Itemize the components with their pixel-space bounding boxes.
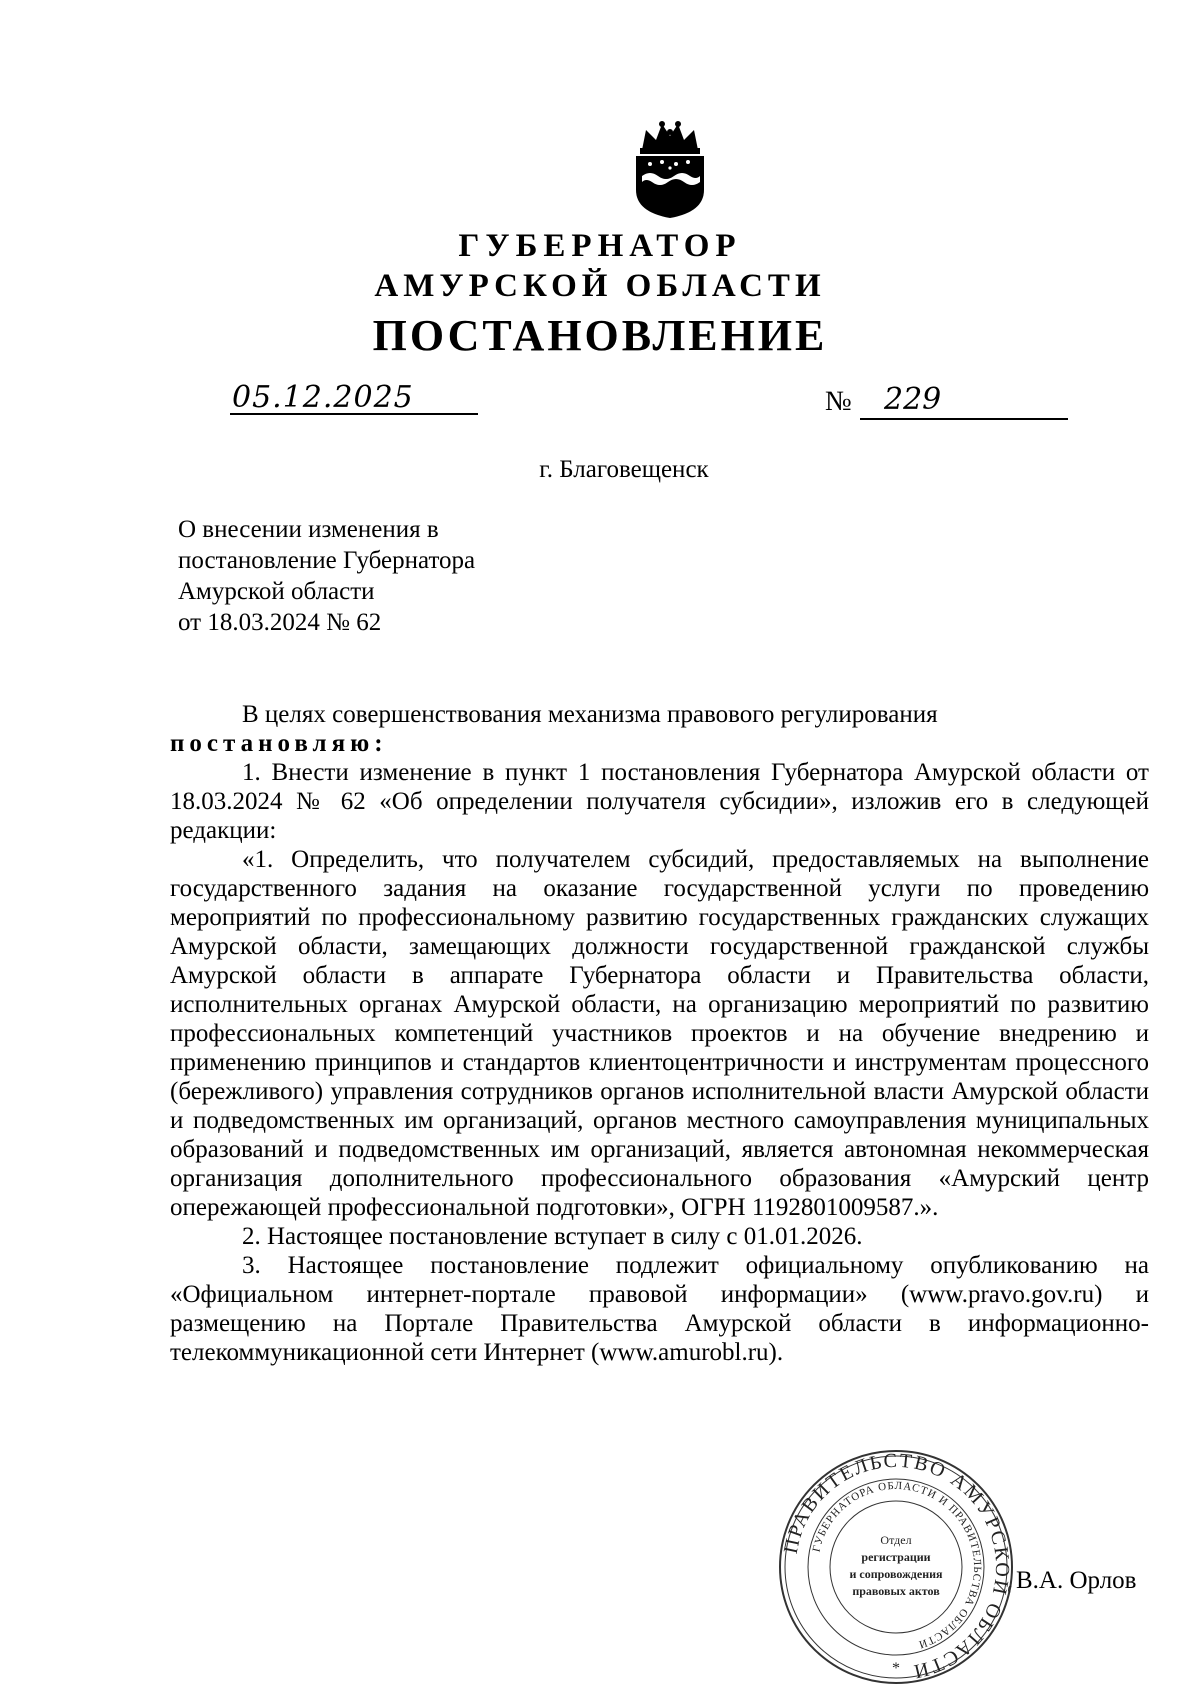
subject-line: постановление Губернатора [178, 547, 476, 574]
stamp-center-line: и сопровождения [849, 1567, 943, 1581]
signatory-name: В.А. Орлов [1016, 1567, 1137, 1594]
coat-of-arms-icon [628, 120, 712, 220]
stamp-outer-text: ПРАВИТЕЛЬСТВО АМУРСКОЙ ОБЛАСТИ [779, 1449, 1014, 1683]
document-body [170, 700, 1149, 1367]
item-2-paragraph: 2. Настоящее постановление вступает в силу с 01.01.2026. [242, 1223, 863, 1250]
document-subject [178, 514, 475, 638]
subject-line: О внесении изменения в [178, 516, 439, 543]
decree-word-paragraph [170, 729, 1149, 758]
stamp-center-line: регистрации [861, 1550, 931, 1564]
document-type: ПОСТАНОВЛЕНИЕ [372, 311, 828, 360]
subject-line: от 18.03.2024 № 62 [178, 609, 382, 636]
number-sign: № [825, 386, 852, 417]
item-3-paragraph: 3. Настоящее постановление подлежит официальному опубликованию на «Официальном интернет-портале правовой информации» (www.pravo.gov.ru) и размещению на Портале Правительства Амурской области в информационно-телекоммуникационной сети Интернет (www.amurobl.ru). [170, 1252, 1149, 1366]
subject-line: Амурской области [178, 578, 375, 605]
item-1-quote-paragraph: «1. Определить, что получателем субсидий, предоставляемых на выполнение государственного задания на оказание государственной услуги по проведению мероприятий по профессиональному развитию государственных гражданских служащих Амурской области, замещающих должности государственной гражданской службы Амурской области в аппарате Губернатора области и Правительства области, исполнительных органах Амурской области, на организацию мероприятий по развитию профессиональных компетенций участников проектов и на обучение внедрению и применению принципов и стандартов клиентоцентричности и инструментам процессного (бережливого) управления сотрудников органов исполнительной власти Амурской области и подведомственных им организаций, органов местного самоуправления муниципальных образований и подведомственных им организаций, является автономная некоммерческая организация дополнительного профессионального образования «Амурский центр опережающей профессиональной подготовки», ОГРН 1192801009587.». [170, 846, 1149, 1221]
city: г. Благовещенск [539, 456, 709, 483]
authority-region: АМУРСКОЙ ОБЛАСТИ [374, 268, 826, 304]
date-underline [230, 413, 478, 415]
decree-word: постановляю: [170, 730, 388, 757]
stamp-center-line: правовых актов [852, 1584, 940, 1598]
authority-title: ГУБЕРНАТОР [458, 228, 742, 264]
intro-paragraph: В целях совершенствования механизма правового регулирования [242, 701, 938, 728]
document-date: 05.12.2025 [232, 380, 414, 415]
item-1-paragraph: 1. Внести изменение в пункт 1 постановления Губернатора Амурской области от 18.03.2024 № 62 «Об определении получателя субсидии», изложив его в следующей редакции: [170, 759, 1149, 844]
number-underline [860, 418, 1068, 420]
stamp-center-line: Отдел [880, 1533, 912, 1547]
stamp-middle-text: ГУБЕРНАТОРА ОБЛАСТИ И ПРАВИТЕЛЬСТВА ОБЛАСТИ [810, 1479, 984, 1651]
official-stamp [776, 1447, 1016, 1687]
stamp-star: * [892, 1660, 900, 1677]
document-number: 229 [884, 382, 942, 417]
svg-text:ГУБЕРНАТОРА ОБЛАСТИ И ПРАВИТЕЛ [811, 1480, 984, 1651]
